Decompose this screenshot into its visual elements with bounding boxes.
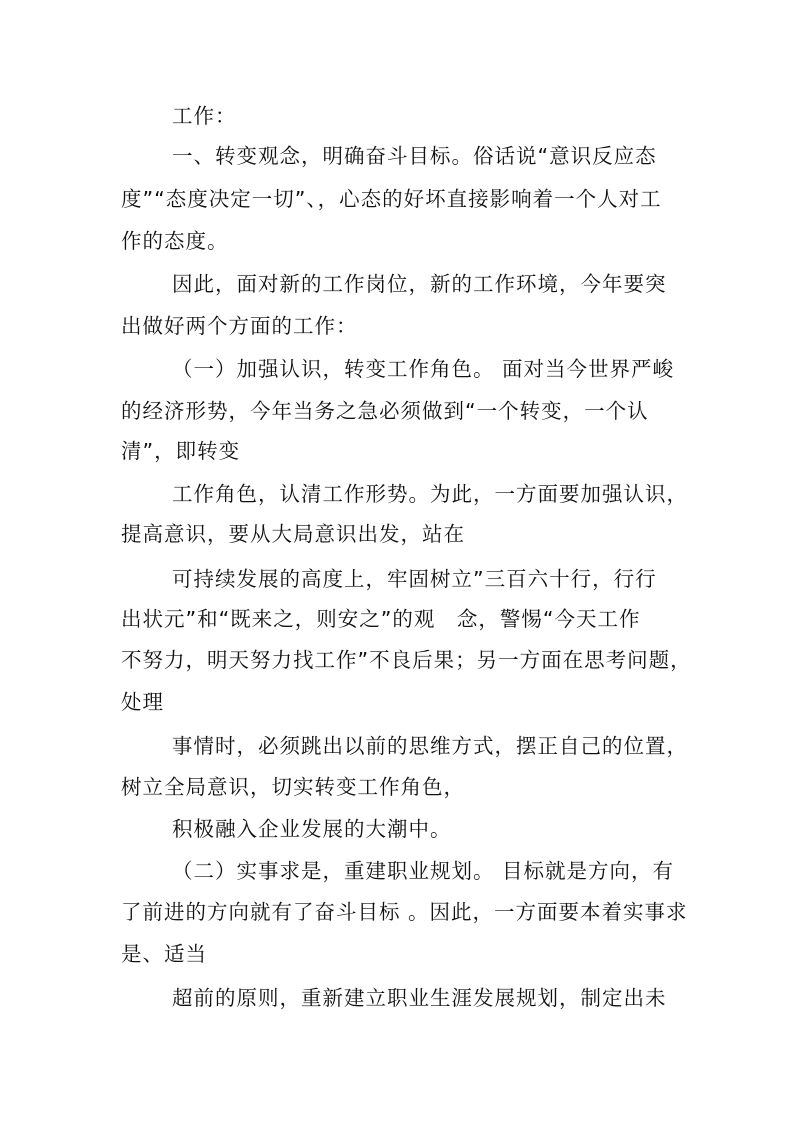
text-line-2: 一、转变观念，明确奋斗目标。俗话说“意识反应态 — [172, 144, 657, 168]
text-line-19: （二）实事求是，重建职业规划。 目标就是方向，有 — [172, 859, 675, 883]
text-line-11: 提高意识，要从大局意识出发，站在 — [121, 522, 465, 546]
text-line-1: 工作： — [172, 104, 237, 128]
text-line-7: （一）加强认识，转变工作角色。 面对当今世界严峻 — [172, 357, 675, 381]
text-line-21: 是、适当 — [121, 942, 207, 966]
text-line-22: 超前的原则，重新建立职业生涯发展规划，制定出未 — [172, 986, 667, 1010]
text-line-9: 清”，即转变 — [121, 439, 241, 463]
text-line-17: 树立全局意识，切实转变工作角色， — [121, 775, 465, 799]
text-line-12: 可持续发展的高度上，牢固树立”三百六十行，行行 — [172, 567, 657, 591]
text-line-8: 的经济形势，今年当务之急必须做到“一个转变，一个认 — [121, 399, 649, 423]
text-line-6: 出做好两个方面的工作： — [121, 314, 358, 338]
text-line-5: 因此，面对新的工作岗位，新的工作环境，今年要突 — [172, 272, 667, 296]
text-line-20: 了前进的方向就有了奋斗目标 。因此，一方面要本着实事求 — [121, 900, 688, 924]
text-line-4: 作的态度。 — [121, 229, 229, 253]
text-line-15: 处理 — [121, 690, 164, 714]
text-line-18: 积极融入企业发展的大潮中。 — [172, 817, 452, 841]
text-line-10: 工作角色，认清工作形势。为此，一方面要加强认识， — [172, 482, 688, 506]
text-line-16: 事情时，必须跳出以前的思维方式，摆正自己的位置， — [172, 734, 688, 758]
text-line-14: 不努力，明天努力找工作”不良后果；另一方面在思考问题， — [121, 648, 692, 672]
text-line-3: 度”“态度决定一切”、，心态的好坏直接影响着一个人对工 — [121, 187, 662, 211]
text-line-13: 出状元”和“既来之，则安之”的观 念，警惕“今天工作 — [121, 607, 641, 631]
